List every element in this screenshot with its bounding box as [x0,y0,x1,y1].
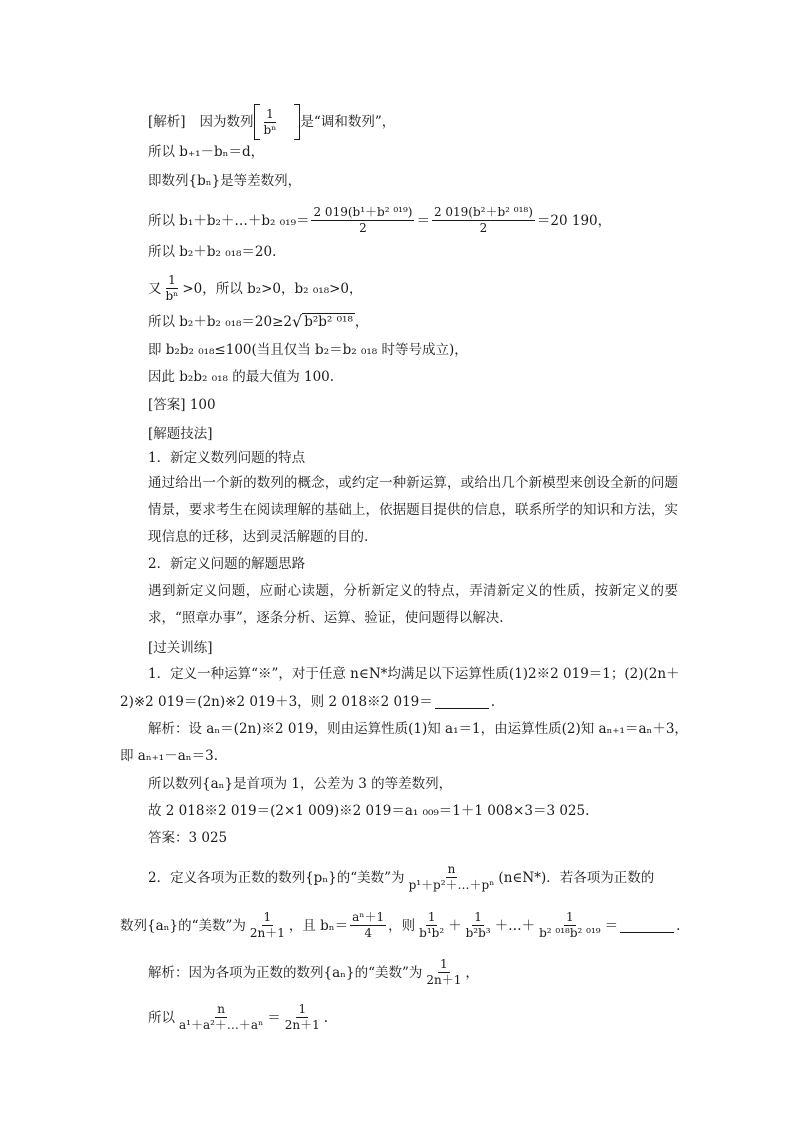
method-paragraph-1: 通过给出一个新的数列的概念，或约定一种新运算，或给出几个新模型来创设全新的问题情景，要求考生在阅读理解的基础上，依据题目提供的信息，联系所学的知识和方法，实现信息的迁移，达到灵活解题的目的. [148,475,678,545]
question-1-line-2: 2)※2 019＝(2n)※2 019＋3，则 2 018※2 019＝ . [120,694,496,710]
solution-2-line-2: 所以 $\frac{n}{\text{a¹＋a²＋…＋aⁿ}}$ ＝ $\frac{1}{2n+1}$ . [148,1002,329,1032]
fraction: $\frac{n}{\text{a¹＋a²＋…＋aⁿ}}$ [179,1002,264,1032]
solution-1-line-3: 所以数列{aₙ}是首项为 1，公差为 3 的等差数列， [148,776,453,792]
solution-line-5: 所以 b₂＋b₂ ₀₁₈＝20. [148,244,277,260]
fraction: $\frac{1}{2n+1}$ [426,957,462,987]
solution-2-line-1: 解析：因为各项为正数的数列{aₙ}的“美数”为 $\frac{1}{2n+1}$ ， [148,957,479,987]
solution-line-3: 即数列{bₙ}是等差数列， [148,173,302,189]
solution-1-line-1: 解析：设 aₙ＝(2n)※2 019，则由运算性质(1)知 a₁＝1，由运算性质(2)知 aₙ₊₁＝aₙ＋3， [148,721,688,737]
solution-line-8: 即 b₂b₂ ₀₁₈≤100(当且仅当 b₂＝b₂ ₀₁₈ 时等号成立)， [148,342,468,358]
fraction: $\frac{1}{\text{b²b³}}$ [465,910,491,940]
question-1-line-1: 1．定义一种运算“※”，对于任意 n∈N*均满足以下运算性质(1)2※2 019＝1；(2)(2n＋ [148,666,680,682]
solution-1-line-4: 故 2 018※2 019＝(2×1 009)※2 019＝a₁ ₀₀₉＝1＋1 008×3＝3 025. [148,803,590,819]
fraction: $\frac{1}{\text{bⁿ}}$ [165,273,179,303]
solution-line-9: 因此 b₂b₂ ₀₁₈ 的最大值为 100. [148,369,335,385]
answer-1: 答案：3 025 [148,830,228,846]
fraction: $\frac{1}{2n+1}$ [249,910,285,940]
fraction: $\frac{1}{\text{b¹b²}}$ [419,910,445,940]
square-root: √ b²b² ⁰¹⁸ [292,312,353,331]
method-heading: [解题技法] [148,426,213,442]
fraction: $\frac{\text{2 019(b²＋b² ⁰¹⁸)}}{2}$ [433,205,533,235]
solution-1-line-2: 即 aₙ₊₁－aₙ＝3. [120,748,218,764]
fraction: $\frac{n}{\text{p¹＋p²＋…＋pⁿ}}$ [408,862,495,892]
fraction: $\frac{1}{\text{b² ⁰¹⁸b² ⁰¹⁹}}$ [539,910,601,940]
practice-heading: [过关训练] [148,640,213,656]
solution-line-2: 所以 b ₊₁－bₙ＝d， [148,144,265,160]
answer-blank [620,919,674,933]
solution-line-7: 所以 b₂＋b₂ ₀₁₈＝20≥2 √ b²b² ⁰¹⁸ ， [148,312,369,331]
fraction: $\frac{\text{2 019(b¹＋b² ⁰¹⁹)}}{2}$ [313,205,413,235]
answer-blank [435,695,489,709]
solution-line-6: 又 $\frac{1}{\text{bⁿ}}$ >0，所以 b₂>0，b₂ ₀₁₈>0， [148,273,363,303]
question-2-line-2: 数列{aₙ}的“美数”为 $\frac{1}{2n+1}$ ，且 bₙ＝ $\frac{\text{aⁿ＋1}}{4}$ ，则 $\frac{1}{\text{b¹b²}}$ ＋ $\frac{1}{\text{b²b³}}$ ＋…＋ $\frac{1}{\text{b² ⁰¹⁸b² ⁰¹⁹}}$ ＝ . [120,910,681,940]
method-paragraph-2: 遇到新定义问题，应耐心读题，分析新定义的特点，弄清新定义的性质，按新定义的要求，“照章办事”，逐条分析、运算、验证，使问题得以解决. [148,583,678,626]
analysis-tag: [解析] [148,114,186,130]
answer-line: [答案] 100 [148,397,216,413]
fraction: $\frac{\text{aⁿ＋1}}{4}$ [352,910,385,940]
solution-line-4: 所以 b₁＋b₂＋…＋b₂ ₀₁₉＝ $\frac{\text{2 019(b¹＋b² ⁰¹⁹)}}{2}$ ＝ $\frac{\text{2 019(b²＋b² ⁰¹⁸)}}{2}$ ＝20 190， [148,205,612,235]
method-heading-2: 2．新定义问题的解题思路 [148,556,306,572]
fraction: $\frac{1}{2n+1}$ [284,1002,320,1032]
solution-line-1: [解析] 因为数列 $\frac{1}{\text{bⁿ}}$ 是“调和数列”， [148,104,395,140]
fraction: $\frac{1}{\text{bⁿ}}$ [263,106,277,137]
method-heading-1: 1．新定义数列问题的特点 [148,450,306,466]
question-2-line-1: 2．定义各项为正数的数列{pₙ}的“美数”为 $\frac{n}{\text{p¹＋p²＋…＋pⁿ}}$ (n∈N*)．若各项为正数的 [148,862,655,892]
